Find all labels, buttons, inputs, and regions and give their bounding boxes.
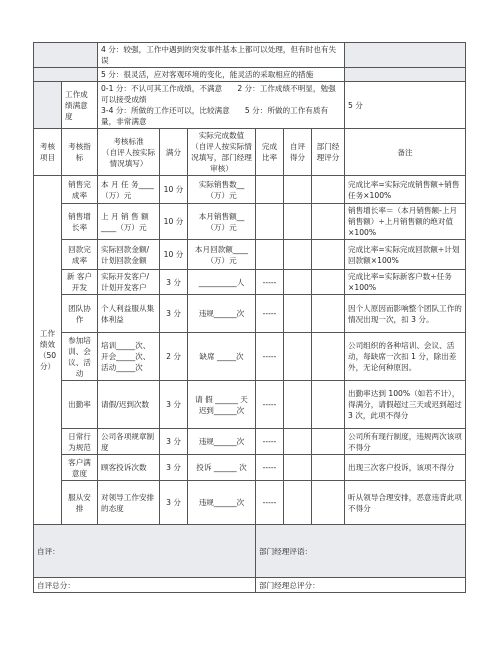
- row-actual: 实际销售数__（万）元: [188, 176, 256, 204]
- row-full: 3 分: [160, 429, 188, 455]
- satisfaction-score: 5 分: [345, 82, 466, 129]
- row-actual: 缺席 _____次: [188, 333, 256, 381]
- row-indicator: 销售增长率: [62, 204, 98, 240]
- scale-text: 4 分：较强，工作中遇到的突发事件基本上都可以处理，但有时也有失误: [98, 43, 345, 68]
- row-actual: 违规______次: [188, 429, 256, 455]
- row-full: 3 分: [160, 270, 188, 295]
- table-row: [34, 295, 466, 333]
- row-rate: -----: [256, 333, 284, 381]
- table-row: [34, 381, 466, 429]
- manager-total-label: 部门经理总评分：: [259, 580, 320, 590]
- row-self-score[interactable]: [284, 176, 312, 204]
- row-standard: 公司各项规章制度: [98, 429, 160, 455]
- table-row: [34, 240, 466, 270]
- row-self-score[interactable]: [284, 429, 312, 455]
- row-manager-score[interactable]: [312, 295, 345, 333]
- row-actual: __________人: [188, 270, 256, 295]
- row-note: 因个人原因而影响整个团队工作的情况出现一次，扣 3 分。: [345, 295, 466, 333]
- header-self: 自评得分: [284, 129, 312, 176]
- row-rate: -----: [256, 481, 284, 525]
- row-self-score[interactable]: [284, 333, 312, 381]
- row-indicator: 销售完成率: [62, 176, 98, 204]
- row-manager-score[interactable]: [312, 240, 345, 270]
- row-manager-score[interactable]: [312, 333, 345, 381]
- manager-total-field[interactable]: [256, 578, 466, 593]
- row-standard: 实际开发客户/计划开发客户: [98, 270, 160, 295]
- comment-row: [34, 525, 466, 578]
- row-rate: [256, 176, 284, 204]
- table-row: [34, 429, 466, 455]
- satisfaction-row: [34, 82, 466, 129]
- row-full: 10 分: [160, 240, 188, 270]
- row-manager-score[interactable]: [312, 455, 345, 481]
- table-row: [34, 176, 466, 204]
- self-total-field[interactable]: [34, 578, 256, 593]
- row-full: 3 分: [160, 295, 188, 333]
- header-standard: 考核标准 （自评人按实际情况填写）: [98, 129, 160, 176]
- row-standard: 请假/迟到次数: [98, 381, 160, 429]
- row-actual: 本月销售额__（万）元: [188, 204, 256, 240]
- row-standard: 本 月 任 务____（万）元: [98, 176, 160, 204]
- row-full: 3 分: [160, 381, 188, 429]
- header-indicator: 考核指标: [62, 129, 98, 176]
- row-indicator: 新 客户开发: [62, 270, 98, 295]
- row-note: 完成比率=实际完成销售额÷销售任务×100%: [345, 176, 466, 204]
- row-actual: 本月回款额____（万）元: [188, 240, 256, 270]
- scale-row: [34, 43, 466, 68]
- row-manager-score[interactable]: [312, 270, 345, 295]
- self-total-label: 自评总分：: [37, 580, 75, 590]
- table-row: [34, 333, 466, 381]
- row-indicator: 参加培训、会议、活动: [62, 333, 98, 381]
- table-row: [34, 455, 466, 481]
- table-row: [34, 270, 466, 295]
- row-indicator: 回款完成率: [62, 240, 98, 270]
- scale-text: 5 分：很灵活，应对客观环境的变化，能灵活的采取相应的措施: [98, 68, 345, 82]
- row-note: 公司组织的各种培训、会议、活动，每缺席一次扣 1 分，除出差外，无论何种原因。: [345, 333, 466, 381]
- table-header: [34, 129, 466, 176]
- row-manager-score[interactable]: [312, 481, 345, 525]
- row-rate: -----: [256, 381, 284, 429]
- satisfaction-label: 工作成绩满意度: [62, 82, 98, 129]
- row-note: 公司所有现行制度，违规两次该项不得分: [345, 429, 466, 455]
- self-comment-field[interactable]: [34, 525, 256, 578]
- row-note: 听从领导合理安排，恶意违背此项不得分: [345, 481, 466, 525]
- row-full: 10 分: [160, 204, 188, 240]
- manager-comment-field[interactable]: [256, 525, 466, 578]
- row-actual: 违规______次: [188, 295, 256, 333]
- row-indicator: 客户满意度: [62, 455, 98, 481]
- total-row: [34, 578, 466, 593]
- section-label: 工作绩效（50分）: [34, 176, 62, 525]
- row-note: 完成比率=实际完成回款额÷计划回款额×100%: [345, 240, 466, 270]
- row-self-score[interactable]: [284, 240, 312, 270]
- row-self-score[interactable]: [284, 381, 312, 429]
- row-full: 3 分: [160, 481, 188, 525]
- header-rate: 完成比率: [256, 129, 284, 176]
- header-note: 备注: [345, 129, 466, 176]
- row-standard: 实际回款金额/计划回款金额: [98, 240, 160, 270]
- row-rate: -----: [256, 455, 284, 481]
- row-manager-score[interactable]: [312, 429, 345, 455]
- satisfaction-desc: 0-1 分：不认可其工作成绩，不满意 2 分：工作成绩不明显，勉强可以接受成绩 3-4 分：所做的工作还可以，比较满意 5 分：所做的工作有质有量，非常满意: [98, 82, 345, 129]
- header-project: 考核项目: [34, 129, 62, 176]
- row-rate: -----: [256, 270, 284, 295]
- row-standard: 对领导工作安排的态度: [98, 481, 160, 525]
- header-actual: 实际完成数值 （自评人按实际情况填写，部门经理审核）: [188, 129, 256, 176]
- row-full: 10 分: [160, 176, 188, 204]
- row-indicator: 团队协作: [62, 295, 98, 333]
- row-note: 出勤率达到 100%（如若不计），得满分，请假超过三天或迟到超过 3 次，此项不得分: [345, 381, 466, 429]
- row-manager-score[interactable]: [312, 204, 345, 240]
- row-standard: 培训_____次、开会_____次、活动_____次: [98, 333, 160, 381]
- self-comment-label: 自评：: [37, 546, 60, 556]
- row-standard: 个人利益服从集体利益: [98, 295, 160, 333]
- header-full: 满分: [160, 129, 188, 176]
- row-rate: -----: [256, 295, 284, 333]
- row-self-score[interactable]: [284, 455, 312, 481]
- row-rate: [256, 240, 284, 270]
- table-row: [34, 204, 466, 240]
- row-self-score[interactable]: [284, 204, 312, 240]
- header-manager: 部门经理评分: [312, 129, 345, 176]
- row-indicator: 服从安排: [62, 481, 98, 525]
- row-note: 完成比率=实际新客户数÷任务×100%: [345, 270, 466, 295]
- row-actual: 违规______次: [188, 481, 256, 525]
- row-rate: -----: [256, 429, 284, 455]
- row-full: 3 分: [160, 455, 188, 481]
- row-full: 2 分: [160, 333, 188, 381]
- manager-comment-label: 部门经理评语：: [259, 546, 313, 556]
- assessment-table: [33, 42, 466, 593]
- row-manager-score[interactable]: [312, 381, 345, 429]
- row-self-score[interactable]: [284, 481, 312, 525]
- row-self-score[interactable]: [284, 295, 312, 333]
- row-note: 出现三次客户投诉，该项不得分: [345, 455, 466, 481]
- row-rate: [256, 204, 284, 240]
- row-standard: 上 月 销 售 额____（万）元: [98, 204, 160, 240]
- row-actual: 投诉 ______ 次: [188, 455, 256, 481]
- row-indicator: 出勤率: [62, 381, 98, 429]
- table-row: [34, 481, 466, 525]
- row-indicator: 日常行为规范: [62, 429, 98, 455]
- row-actual: 请 假 ______ 天 迟到______次: [188, 381, 256, 429]
- row-self-score[interactable]: [284, 270, 312, 295]
- scale-row: [34, 68, 466, 82]
- row-note: 销售增长率＝（本月销售额-上月销售额）÷上月销售额的绝对值×100%: [345, 204, 466, 240]
- row-manager-score[interactable]: [312, 176, 345, 204]
- row-standard: 顾客投诉次数: [98, 455, 160, 481]
